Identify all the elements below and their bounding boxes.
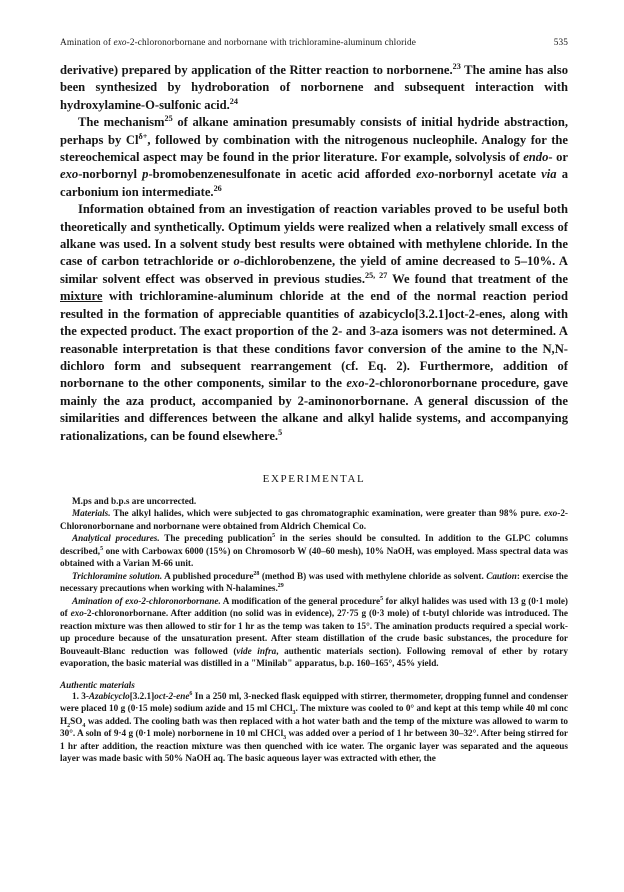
exp-authentic-1: 1. 3-Azabicyclo[3.2.1]oct-2-ene$^6$ In a 250 ml, 3-necked flask equipped with stirrer, thermometer, dropping funnel and condenser were placed 10 g (0·15 mole) sodium azide and 15 ml CHCl$_3$. The mixture was cooled to 0° and kept at this temp while 40 ml conc $H_2SO_4$ was added. The cooling bath was then replaced with a hot water bath and the temp of the mixture was allowed to warm to 30°. A soln of 9·4 g (0·1 mole) norbornene in 10 ml CHCl$_3$ was added over a period of 1 hr between 30–32°. After being stirred for 1 hr after addition, the reaction mixture was then quenched with ice water. The organic layer was separated and the aqueous layer was made basic with 50% NaOH aq. The basic aqueous layer was extracted with ether, the [60,690,568,764]
experimental-section [60,495,568,765]
citation: 25, 27 [364,270,388,280]
citation: 23 [452,61,461,71]
paragraph-2: The mechanism$^{25}$ of alkane amination presumably consists of initial hydride abstraction, perhaps by $Cl^{\delta+}$, followed by combination with the nitrogenous nucleophile. Analogy for the stereochemical aspect may be found in the prior literature. For example, solvolysis of endo- or exo-norbornyl p-bromobenzenesulfonate in acetic acid afforded exo-norbornyl acetate via a carbonium ion intermediate.$^{26}$ [60,114,568,199]
exp-trichloramine: Trichloramine solution. A published procedure$^{28}$ (method B) was used with methylene chloride as solvent. Caution: exercise the necessary precautions when working with N-halamines.$^{29}$ [60,570,568,594]
paragraph-1: derivative) prepared by application of the Ritter reaction to norbornene.$^{23}$ The amine has also been synthesized by hydroboration of norbornene and subsequent interaction with hydroxylamine-O-sulfonic acid.$^{24}$ [60,61,568,112]
running-head-title: Amination of exo-2-chloronorbornane and norbornane with trichloramine-aluminum chloride [60,38,416,48]
exp-materials: Materials. The alkyl halides, which were subjected to gas chromatographic examination, were greater than 98% pure. exo-2-Chloronorbornane and norbornane were obtained from Aldrich Chemical Co. [60,508,568,531]
citation: 26 [213,183,222,193]
paragraph-3: Information obtained from an investigation of reaction variables proved to be useful both theoretically and synthetically. Optimum yields were realized when a relatively small excess of alkane was used. In a solvent study best results were obtained with methylene chloride. In the case of carbon tetrachloride or o-dichlorobenzene, the yield of amine decreased to 5–10%. A similar solvent effect was observed in previous studies.$^{25, 27}$ We found that treatment of the mixture with trichloramine-aluminum chloride at the end of the normal reaction period resulted in the formation of appreciable quantities of azabicyclo[3.2.1]oct-2-enes, along with the expected product. The exact proportion of the 2- and 3-aza isomers was not determined. A reasonable interpretation is that these conditions favor conversion of the amine to the N,N-dichloro form and subsequent rearrangement (cf. Eq. 2). Furthermore, addition of norbornane to the other components, similar to the exo-2-chloronorbornane procedure, gave mainly the aza product, accompanied by 2-aminonorbornane. A general discussion of the similarities and differences between the alkane and alkyl halide systems, and accompanying rationalizations, can be found elsewhere.$^5$ [60,202,568,443]
exp-amination: Amination of exo-2-chloronorbornane. A modification of the general procedure$^5$ for alkyl halides was used with 13 g (0·1 mole) of exo-2-chloronorbornane. After addition (no solid was in evidence), 27·75 g (0·3 mole) of t-butyl chloride was introduced. The reaction mixture was then allowed to stir for 1 hr as the temp was taken to 15°. The amination products required a special work-up procedure because of the unsaturation present. After steam distillation of the crude basic substances, the procedure for Bouveault-Blanc reduction was followed (vide infra, authentic materials section). Following removal of ether by rotary evaporation, the basic material was distilled in a "Minilab" apparatus, b.p. 160–165°, 45% yield. [60,595,568,669]
main-text [60,62,568,445]
running-head [60,38,568,48]
exp-mp-note: M.ps and b.p.s are uncorrected. [72,495,197,506]
page-number: 535 [553,38,568,48]
citation: 25 [164,114,173,124]
citation: 24 [229,96,238,106]
citation: 5 [278,427,283,437]
subheading-authentic-materials: Authentic materials [60,679,135,690]
exp-analytical: Analytical procedures. The preceding publication$^5$ in the series should be consulted. In addition to the GLPC columns described,$^5$ one with Carbowax 6000 (15%) on Chromosorb W (40–60 mesh), 10% NaOH, was employed. Mass spectral data was obtained with a Varian M-66 unit. [60,533,568,569]
section-heading-experimental: EXPERIMENTAL [262,472,366,485]
